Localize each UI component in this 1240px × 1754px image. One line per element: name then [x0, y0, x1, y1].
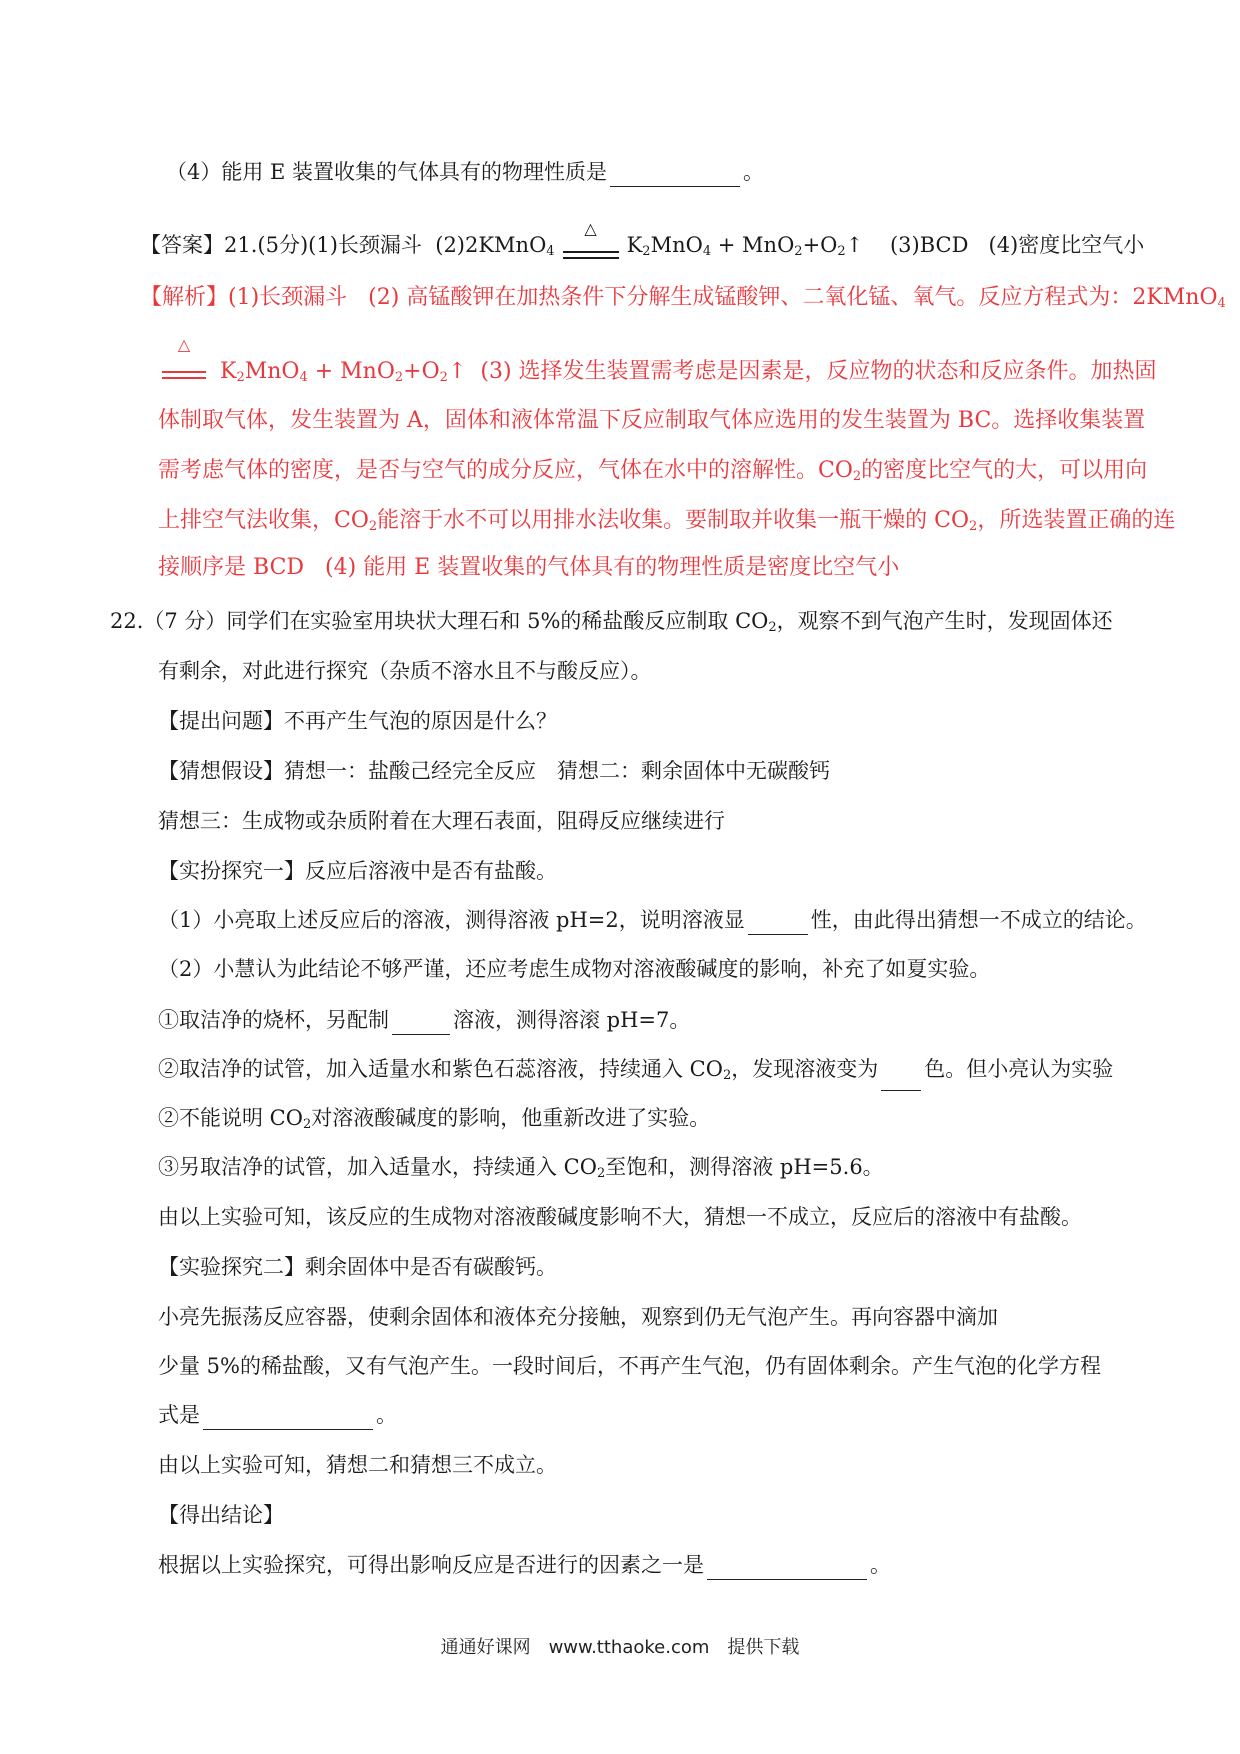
analysis-line-2: △ $K_2MnO_4$ + $MnO_2+O_2↑$ (3) 选择发生装置需考虑是因素是，反应物的状态和反应条件。加热固 [162, 357, 1157, 393]
answer-blank[interactable] [881, 1066, 921, 1091]
q22-hypothesis-3: 猜想三：生成物或杂质附着在大理石表面，阻碍反应继续进行 [158, 809, 725, 833]
q22-step-3: ③另取洁净的试管，加入适量水，持续通入 $CO_2$至饱和，测得溶液 pH=5.6。 [158, 1155, 884, 1181]
q22-experiment-2-p3: 式是 。 [158, 1400, 397, 1430]
analysis-line-6: 接顺序是 BCD (4) 能用 E 装置收集的气体具有的物理性质是密度比空气小 [158, 555, 900, 580]
answer-blank[interactable] [392, 1010, 450, 1035]
q22-step-1: ①取洁净的烧杯，另配制 溶液，测得溶滚 pH=7。 [158, 1005, 690, 1035]
q22-experiment-1-p1: （1）小亮取上述反应后的溶液，测得溶液 pH=2，说明溶液显 性，由此得出猜想一不成立的结论。 [158, 905, 1147, 935]
analysis-line-4: 需考虑气体的密度，是否与空气的成分反应，气体在水中的溶解性。$CO_2$的密度比空气的大，可以用向 [158, 458, 1148, 484]
q22-question: 【提出问题】不再产生气泡的原因是什么？ [158, 709, 557, 733]
q22-experiment-1-p2: （2）小慧认为此结论不够严谨，还应考虑生成物对溶液酸碱度的影响，补充了如夏实验。 [158, 957, 991, 981]
q22-conclusion-1: 由以上实验可知，该反应的生成物对溶液酸碱度影响不大，猜想一不成立，反应后的溶液中有盐酸。 [158, 1205, 1082, 1229]
page-footer: 通通好课网 www.tthaoke.com 提供下载 [440, 1637, 800, 1658]
q22-experiment-2-title: 【实验探究二】剩余固体中是否有碳酸钙。 [158, 1255, 557, 1279]
heating-condition-mark: △ [563, 237, 619, 267]
analysis-line-3: 体制取气体，发生装置为 A，固体和液体常温下反应制取气体应选用的发生装置为 BC。选择收集装置 [158, 408, 1146, 433]
q22-intro-line-1: 22.（7 分）同学们在实验室用块状大理石和 5%的稀盐酸反应制取 $CO_2$，观察不到气泡产生时，发现固体还 [110, 609, 1113, 635]
answer-blank[interactable] [707, 1555, 867, 1580]
answer-blank[interactable] [610, 162, 740, 187]
q22-conclusion-2: 由以上实验可知，猜想二和猜想三不成立。 [158, 1453, 557, 1477]
q22-step-2-continued: ②不能说明 $CO_2$对溶液酸碱度的影响，他重新改进了实验。 [158, 1106, 711, 1132]
heating-condition-mark: △ [162, 363, 206, 393]
q22-intro-line-2: 有剩余，对此进行探究（杂质不溶水且不与酸反应）。 [158, 659, 652, 683]
answer-line: 【答案】21.(5分)(1)长颈漏斗 (2)2KMnO$_4$ △ $K_2MnO_4$ + $MnO_2+O_2↑$ (3)BCD (4)密度比空气小 [140, 230, 1144, 267]
analysis-line-5: 上排空气法收集，$CO_2$能溶于水不可以用排水法收集。要制取并收集一瓶干燥的 $CO_2$，所选装置正确的连 [158, 508, 1176, 534]
answer-blank[interactable] [203, 1405, 373, 1430]
q22-experiment-2-p2: 少量 5%的稀盐酸，又有气泡产生。一段时间后，不再产生气泡，仍有固体剩余。产生气泡的化学方程 [158, 1354, 1101, 1378]
q22-step-2: ②取洁净的试管，加入适量水和紫色石蕊溶液，持续通入 $CO_2$，发现溶液变为 色。但小亮认为实验 [158, 1054, 1113, 1091]
q22-hypothesis-1: 【猜想假设】猜想一：盐酸己经完全反应 猜想二：剩余固体中无碳酸钙 [158, 759, 830, 783]
analysis-line-1: 【解析】(1)长颈漏斗 (2) 高锰酸钾在加热条件下分解生成锰酸钾、二氧化锰、氧气。反应方程式为：2KMnO$_4$ [140, 285, 1226, 311]
q22-experiment-1-title: 【实扮探究一】反应后溶液中是否有盐酸。 [158, 859, 557, 883]
q22-result: 根据以上实验探究，可得出影响反应是否进行的因素之一是 。 [158, 1550, 891, 1580]
answer-blank[interactable] [748, 910, 808, 935]
q22-experiment-2-p1: 小亮先振荡反应容器，使剩余固体和液体充分接触，观察到仍无气泡产生。再向容器中滴加 [158, 1305, 998, 1329]
q22-result-title: 【得出结论】 [158, 1503, 284, 1527]
q21-part4: （4）能用 E 装置收集的气体具有的物理性质是 。 [166, 157, 764, 187]
